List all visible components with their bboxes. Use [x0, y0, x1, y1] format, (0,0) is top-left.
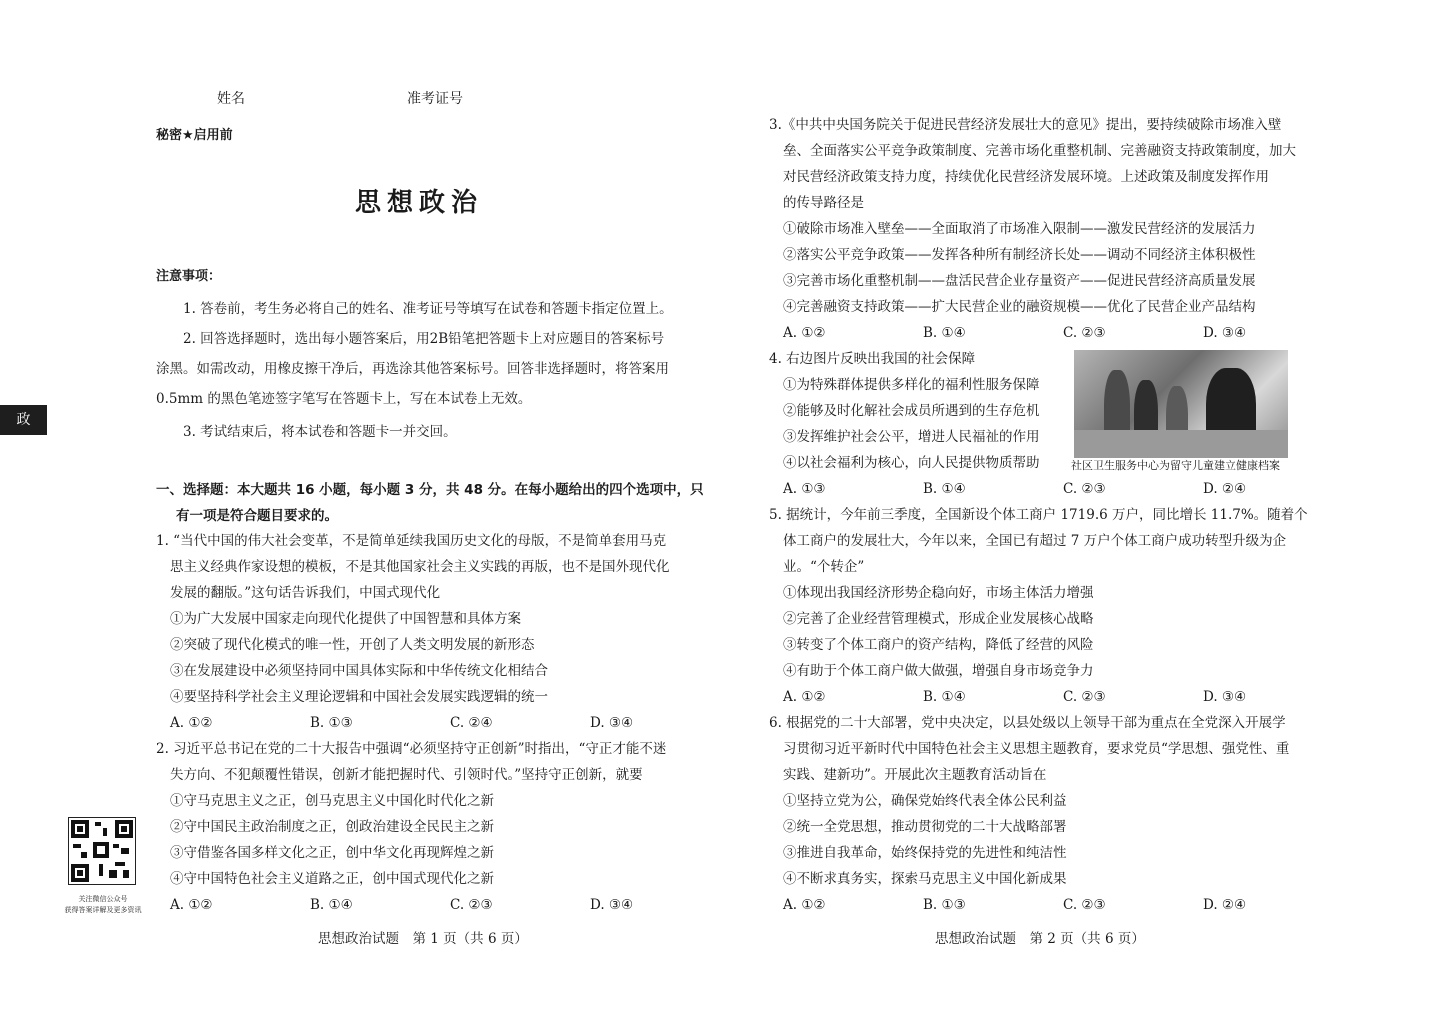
q2-stem-1: 2. 习近平总书记在党的二十大报告中强调“必须坚持守正创新”时指出，“守正才能不迷 — [156, 741, 667, 757]
q1-option-4: ④要坚持科学社会主义理论逻辑和中国社会发展实践逻辑的统一 — [170, 689, 548, 705]
q1-option-2: ②突破了现代化模式的唯一性，开创了人类文明发展的新形态 — [170, 637, 535, 653]
q6-choice-c[interactable]: C. ②③ — [1063, 897, 1106, 913]
q4-choice-c[interactable]: C. ②③ — [1063, 481, 1106, 497]
q4-choices — [783, 476, 1246, 502]
notice-item-2c: 0.5mm 的黑色笔迹签字笔写在答题卡上，写在本试卷上无效。 — [156, 391, 532, 407]
q1-stem-1: 1. “当代中国的伟大社会变革，不是简单延续我国历史文化的母版，不是简单套用马克 — [156, 533, 667, 549]
q1-option-3: ③在发展建设中必须坚持同中国具体实际和中华传统文化相结合 — [170, 663, 548, 679]
qr-code-icon[interactable] — [68, 817, 136, 885]
subject-tab: 政 — [0, 405, 47, 435]
photo-caption: 社区卫生服务中心为留守儿童建立健康档案 — [1071, 459, 1280, 472]
q5-choice-c[interactable]: C. ②③ — [1063, 689, 1106, 705]
section-heading-a: 一、选择题：本大题共 16 小题，每小题 3 分，共 48 分。在每小题给出的四个选项中，只 — [156, 482, 704, 498]
q2-choice-a[interactable]: A. ①② — [170, 897, 213, 913]
q3-option-4: ④完善融资支持政策——扩大民营企业的融资规模——优化了民营企业产品结构 — [783, 299, 1256, 315]
name-label: 姓名 — [217, 91, 245, 107]
exam-number-label: 准考证号 — [407, 91, 463, 107]
notice-item-2b: 涂黑。如需改动，用橡皮擦干净后，再选涂其他答案标号。回答非选择题时，将答案用 — [156, 361, 669, 377]
q5-stem-1: 5. 据统计，今年前三季度，全国新设个体工商户 1719.6 万户，同比增长 11.7%。随着个 — [769, 507, 1308, 523]
q5-choice-a[interactable]: A. ①② — [783, 689, 826, 705]
q6-choice-d[interactable]: D. ②④ — [1203, 897, 1247, 913]
q3-option-1: ①破除市场准入壁垒——全面取消了市场准入限制——激发民营经济的发展活力 — [783, 221, 1256, 237]
q4-stem-1: 4. 右边图片反映出我国的社会保障 — [769, 351, 976, 367]
q2-choices — [170, 892, 633, 918]
q3-stem-4: 的传导路径是 — [783, 195, 864, 211]
q3-choice-d[interactable]: D. ③④ — [1203, 325, 1247, 341]
secret-mark: 秘密★启用前 — [156, 128, 233, 143]
q6-stem-2: 习贯彻习近平新时代中国特色社会主义思想主题教育，要求党员“学思想、强党性、重 — [783, 741, 1290, 757]
q6-choice-a[interactable]: A. ①② — [783, 897, 826, 913]
q1-stem-3: 发展的翻版。”这句话告诉我们，中国式现代化 — [170, 585, 441, 601]
community-health-photo — [1074, 350, 1288, 458]
q1-choice-a[interactable]: A. ①② — [170, 715, 213, 731]
q2-option-1: ①守马克思主义之正，创马克思主义中国化时代化之新 — [170, 793, 494, 809]
q3-stem-3: 对民营经济政策支持力度，持续优化民营经济发展环境。上述政策及制度发挥作用 — [783, 169, 1269, 185]
q6-stem-3: 实践、建新功”。开展此次主题教育活动旨在 — [783, 767, 1047, 783]
q5-choices — [783, 684, 1246, 710]
q4-option-1: ①为特殊群体提供多样化的福利性服务保障 — [783, 377, 1040, 393]
q2-option-4: ④守中国特色社会主义道路之正，创中国式现代化之新 — [170, 871, 494, 887]
q5-choice-d[interactable]: D. ③④ — [1203, 689, 1247, 705]
qr-caption-1: 关注微信公众号 — [78, 895, 128, 903]
q2-option-2: ②守中国民主政治制度之正，创政治建设全民民主之新 — [170, 819, 494, 835]
q2-choice-b[interactable]: B. ①④ — [310, 897, 353, 913]
notice-heading: 注意事项： — [156, 269, 222, 284]
q1-stem-2: 思主义经典作家设想的模板，不是其他国家社会主义实践的再版，也不是国外现代化 — [170, 559, 670, 575]
q2-option-3: ③守借鉴各国多样文化之正，创中华文化再现辉煌之新 — [170, 845, 494, 861]
q1-option-1: ①为广大发展中国家走向现代化提供了中国智慧和具体方案 — [170, 611, 521, 627]
q1-choice-c[interactable]: C. ②④ — [450, 715, 493, 731]
q2-stem-2: 失方向、不犯颠覆性错误，创新才能把握时代、引领时代。”坚持守正创新，就要 — [170, 767, 643, 783]
q5-option-1: ①体现出我国经济形势企稳向好，市场主体活力增强 — [783, 585, 1094, 601]
q6-option-1: ①坚持立党为公，确保党始终代表全体公民利益 — [783, 793, 1067, 809]
q3-option-2: ②落实公平竞争政策——发挥各种所有制经济长处——调动不同经济主体积极性 — [783, 247, 1256, 263]
q6-choices — [783, 892, 1246, 918]
q5-option-4: ④有助于个体工商户做大做强，增强自身市场竞争力 — [783, 663, 1094, 679]
q4-option-2: ②能够及时化解社会成员所遇到的生存危机 — [783, 403, 1040, 419]
q1-choice-b[interactable]: B. ①③ — [310, 715, 353, 731]
q6-option-3: ③推进自我革命，始终保持党的先进性和纯洁性 — [783, 845, 1067, 861]
qr-caption-2: 获得答案详解及更多资讯 — [64, 906, 142, 914]
q3-choice-a[interactable]: A. ①② — [783, 325, 826, 341]
q6-option-2: ②统一全党思想，推动贯彻党的二十大战略部署 — [783, 819, 1067, 835]
q4-choice-a[interactable]: A. ①③ — [783, 481, 826, 497]
page-footer-left: 思想政治试题 第 1 页（共 6 页） — [318, 931, 528, 947]
q5-option-3: ③转变了个体工商户的资产结构，降低了经营的风险 — [783, 637, 1094, 653]
q1-choices — [170, 710, 633, 736]
q2-choice-d[interactable]: D. ③④ — [590, 897, 634, 913]
q1-choice-d[interactable]: D. ③④ — [590, 715, 634, 731]
q3-stem-2: 垒、全面落实公平竞争政策制度、完善市场化重整机制、完善融资支持政策制度，加大 — [783, 143, 1296, 159]
q6-option-4: ④不断求真务实，探索马克思主义中国化新成果 — [783, 871, 1067, 887]
q4-choice-d[interactable]: D. ②④ — [1203, 481, 1247, 497]
q5-choice-b[interactable]: B. ①④ — [923, 689, 966, 705]
q3-choice-b[interactable]: B. ①④ — [923, 325, 966, 341]
q3-option-3: ③完善市场化重整机制——盘活民营企业存量资产——促进民营经济高质量发展 — [783, 273, 1256, 289]
q4-option-3: ③发挥维护社会公平，增进人民福祉的作用 — [783, 429, 1040, 445]
page-footer-right: 思想政治试题 第 2 页（共 6 页） — [935, 931, 1145, 947]
q3-choice-c[interactable]: C. ②③ — [1063, 325, 1106, 341]
notice-item-2a: 2. 回答选择题时，选出每小题答案后，用2B铅笔把答题卡上对应题目的答案标号 — [183, 331, 665, 347]
q4-choice-b[interactable]: B. ①④ — [923, 481, 966, 497]
notice-item-1: 1. 答卷前，考生务必将自己的姓名、准考证号等填写在试卷和答题卡指定位置上。 — [183, 301, 673, 317]
q3-stem-1: 3.《中共中央国务院关于促进民营经济发展壮大的意见》提出，要持续破除市场准入壁 — [769, 117, 1282, 133]
section-heading-b: 有一项是符合题目要求的。 — [176, 508, 338, 524]
page-title: 思想政治 — [355, 188, 484, 218]
q5-option-2: ②完善了企业经营管理模式，形成企业发展核心战略 — [783, 611, 1094, 627]
q3-choices — [783, 320, 1246, 346]
q6-stem-1: 6. 根据党的二十大部署，党中央决定，以县处级以上领导干部为重点在全党深入开展学 — [769, 715, 1286, 731]
q2-choice-c[interactable]: C. ②③ — [450, 897, 493, 913]
q4-option-4: ④以社会福利为核心，向人民提供物质帮助 — [783, 455, 1040, 471]
q6-choice-b[interactable]: B. ①③ — [923, 897, 966, 913]
q5-stem-3: 业。“个转企” — [783, 559, 865, 575]
q5-stem-2: 体工商户的发展壮大，今年以来，全国已有超过 7 万户个体工商户成功转型升级为企 — [783, 533, 1287, 549]
notice-item-3: 3. 考试结束后，将本试卷和答题卡一并交回。 — [183, 424, 457, 440]
